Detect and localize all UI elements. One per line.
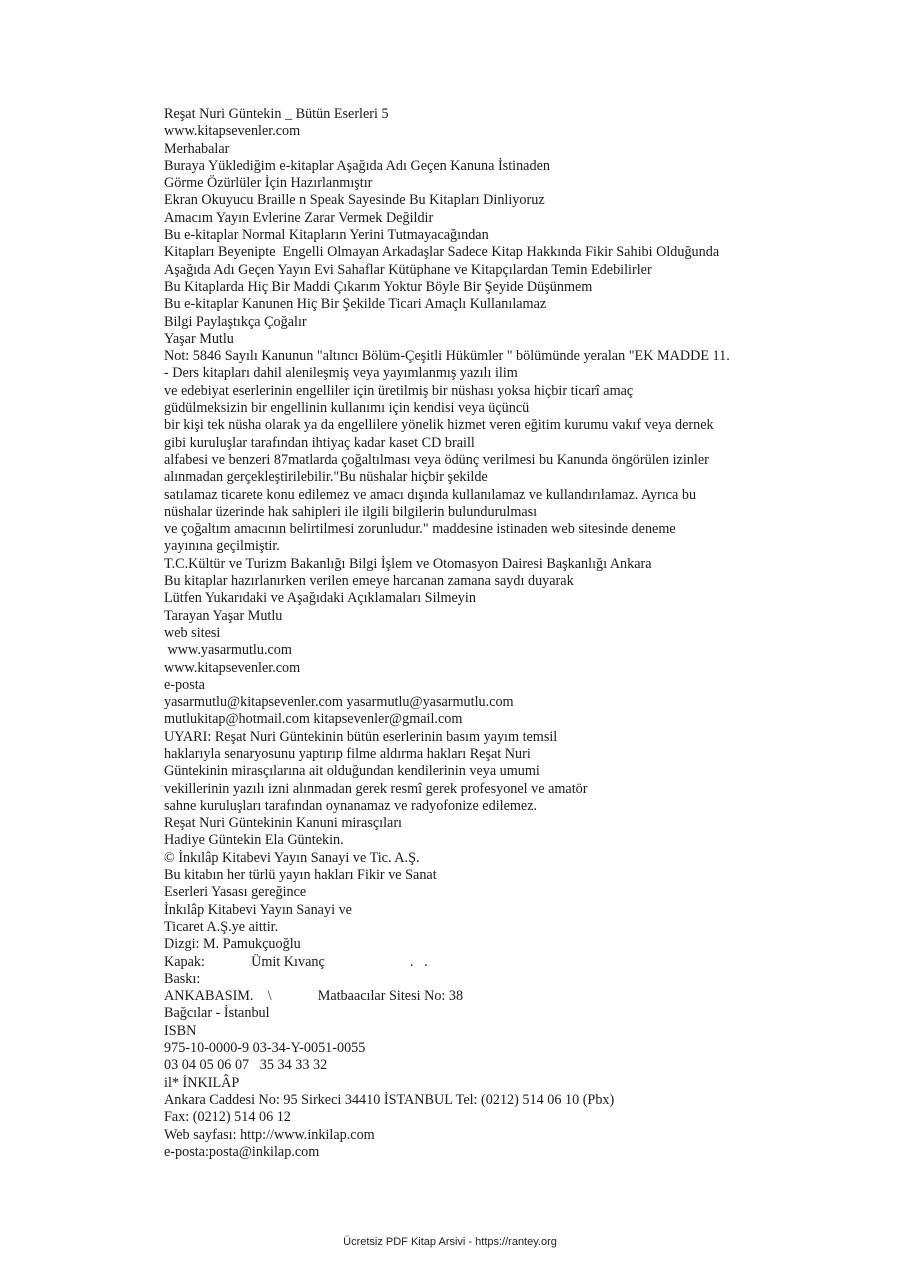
document-line: UYARI: Reşat Nuri Güntekinin bütün eserlerinin basım yayım temsil — [164, 728, 558, 745]
document-line: Fax: (0212) 514 06 12 — [164, 1109, 291, 1126]
document-line: Bağcılar - İstanbul — [164, 1005, 270, 1022]
document-line: Buraya Yüklediğim e-kitaplar Aşağıda Adı Geçen Kanuna İstinaden — [164, 157, 550, 174]
document-line: vekillerinin yazılı izni alınmadan gerek resmî gerek profesyonel ve amatör — [164, 780, 588, 797]
document-line: ISBN — [164, 1022, 197, 1039]
document-line: www.yasarmutlu.com — [164, 642, 292, 659]
document-line: ANKABASIM. \ Matbaacılar Sitesi No: 38 — [164, 988, 464, 1005]
document-line: Ticaret A.Ş.ye aittir. — [164, 918, 279, 935]
document-line: ve çoğaltım amacının belirtilmesi zorunludur." maddesine istinaden web sitesinde deneme — [164, 521, 676, 538]
document-line: Dizgi: M. Pamukçuoğlu — [164, 936, 301, 953]
document-line: e-posta — [164, 676, 205, 693]
document-line: yayınına geçilmiştir. — [164, 538, 280, 555]
document-line: mutlukitap@hotmail.com kitapsevenler@gmail.com — [164, 711, 463, 728]
document-line: alınmadan gerçekleştirilebilir."Bu nüshalar hiçbir şekilde — [164, 469, 488, 486]
document-line: sahne kuruluşları tarafından oynanamaz ve radyofonize edilemez. — [164, 797, 538, 814]
document-line: 03 04 05 06 07 35 34 33 32 — [164, 1057, 328, 1074]
document-line: e-posta:posta@inkilap.com — [164, 1143, 320, 1160]
document-line: Bu e-kitaplar Normal Kitapların Yerini Tutmayacağından — [164, 227, 489, 244]
document-line: Baskı: — [164, 970, 201, 987]
document-line: Reşat Nuri Güntekin _ Bütün Eserleri 5 — [164, 106, 389, 122]
document-line: Bu Kitaplarda Hiç Bir Maddi Çıkarım Yoktur Böyle Bir Şeyide Düşünmem — [164, 278, 593, 295]
document-line: yasarmutlu@kitapsevenler.com yasarmutlu@yasarmutlu.com — [164, 694, 514, 711]
document-line: Eserleri Yasası gereğince — [164, 884, 307, 901]
document-line: Bu kitaplar hazırlanırken verilen emeye harcanan zamana saydı duyarak — [164, 573, 574, 590]
document-line: satılamaz ticarete konu edilemez ve amacı dışında kullanılamaz ve kullandırılamaz. Ayrıca bu — [164, 486, 697, 503]
document-line: haklarıyla senaryosunu yaptırıp filme aldırma hakları Reşat Nuri — [164, 745, 531, 762]
document-body — [164, 106, 844, 1161]
document-line: - Ders kitapları dahil alenileşmiş veya yayımlanmış yazılı ilim — [164, 365, 518, 382]
document-line: nüshalar üzerinde hak sahipleri ile ilgili bilgilerin bulundurulması — [164, 503, 538, 520]
document-line: güdülmeksizin bir engellinin kullanımı için kendisi veya üçüncü — [164, 400, 530, 417]
document-line: Kitapları Beyenipte Engelli Olmayan Arkadaşlar Sadece Kitap Hakkında Fikir Sahibi Olduğunda — [164, 244, 720, 261]
document-line: Ekran Okuyucu Braille n Speak Sayesinde Bu Kitapları Dinliyoruz — [164, 192, 545, 209]
page-footer: Ücretsiz PDF Kitap Arsivi - https://rantey.org — [343, 1236, 557, 1248]
document-line: web sitesi — [164, 624, 221, 641]
document-line: gibi kuruluşlar tarafından ihtiyaç kadar kaset CD braill — [164, 434, 475, 451]
document-line: Bilgi Paylaştıkça Çoğalır — [164, 313, 307, 330]
document-line: Aşağıda Adı Geçen Yayın Evi Sahaflar Kütüphane ve Kitapçılardan Temin Edebilirler — [164, 261, 652, 278]
document-line: www.kitapsevenler.com — [164, 123, 301, 140]
document-line: Not: 5846 Sayılı Kanunun "altıncı Bölüm-Çeşitli Hükümler " bölümünde yeralan "EK MADDE 11. — [164, 348, 730, 365]
document-line: Güntekinin mirasçılarına ait olduğundan kendilerinin veya umumi — [164, 763, 540, 780]
document-line: Web sayfası: http://www.inkilap.com — [164, 1126, 375, 1143]
document-line: Görme Özürlüler İçin Hazırlanmıştır — [164, 175, 373, 192]
document-line: Amacım Yayın Evlerine Zarar Vermek Değildir — [164, 209, 434, 226]
document-line: Bu kitabın her türlü yayın hakları Fikir ve Sanat — [164, 867, 437, 884]
document-line: alfabesi ve benzeri 87matlarda çoğaltılması veya ödünç verilmesi bu Kanunda öngörülen izinler — [164, 451, 709, 468]
document-line: Tarayan Yaşar Mutlu — [164, 607, 283, 624]
document-line: İnkılâp Kitabevi Yayın Sanayi ve — [164, 901, 352, 918]
document-line: Bu e-kitaplar Kanunen Hiç Bir Şekilde Ticari Amaçlı Kullanılamaz — [164, 296, 547, 313]
document-line: Yaşar Mutlu — [164, 330, 234, 347]
document-line: ve edebiyat eserlerinin engelliler için üretilmiş bir nüshası yoksa hiçbir ticarî amaç — [164, 382, 634, 399]
document-line: Hadiye Güntekin Ela Güntekin. — [164, 832, 344, 849]
document-line: Ankara Caddesi No: 95 Sirkeci 34410 İSTANBUL Tel: (0212) 514 06 10 (Pbx) — [164, 1091, 615, 1108]
document-line: T.C.Kültür ve Turizm Bakanlığı Bilgi İşlem ve Otomasyon Dairesi Başkanlığı Ankara — [164, 555, 652, 572]
document-line: bir kişi tek nüsha olarak ya da engellilere yönelik hizmet veren eğitim kurumu vakıf veya dernek — [164, 417, 714, 434]
document-line: il* İNKILÂP — [164, 1074, 240, 1091]
document-line: Kapak: Ümit Kıvanç . . — [164, 953, 428, 970]
document-line: Reşat Nuri Güntekinin Kanuni mirasçıları — [164, 815, 402, 832]
document-line: Merhabalar — [164, 140, 230, 157]
document-line: Lütfen Yukarıdaki ve Aşağıdaki Açıklamaları Silmeyin — [164, 590, 476, 607]
document-line: www.kitapsevenler.com — [164, 659, 301, 676]
document-line: © İnkılâp Kitabevi Yayın Sanayi ve Tic. A.Ş. — [164, 849, 420, 866]
document-line: 975-10-0000-9 03-34-Y-0051-0055 — [164, 1040, 366, 1057]
